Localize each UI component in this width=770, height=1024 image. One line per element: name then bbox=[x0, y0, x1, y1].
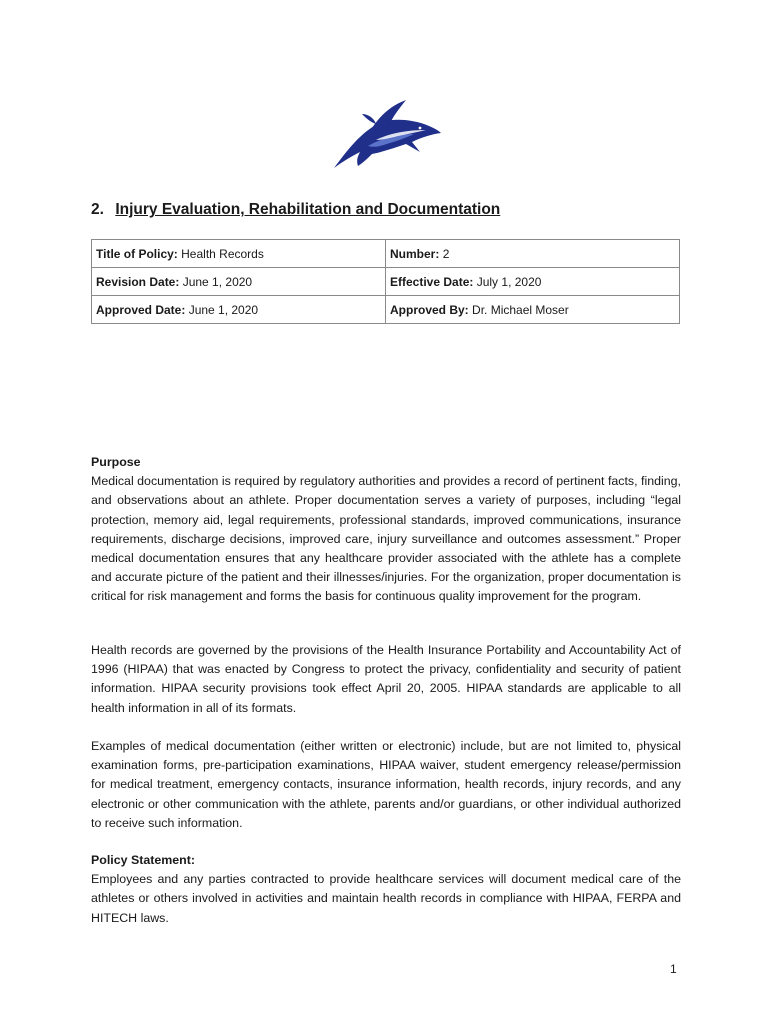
purpose-paragraph-1 bbox=[91, 453, 681, 607]
purpose-paragraph-2: Health records are governed by the provisions of the Health Insurance Portability and Accountability Act of 1996 (HIPAA) that was enacted by Congress to protect the privacy, confidentiality and security of patient information. HIPAA security provisions took effect April 20, 2005. HIPAA standards are applicable to all health information in all of its formats. bbox=[91, 643, 681, 715]
approved-date-cell bbox=[92, 296, 386, 324]
approved-by-cell bbox=[386, 296, 680, 324]
table-row bbox=[92, 268, 680, 296]
purpose-paragraph-3: Examples of medical documentation (either written or electronic) include, but are not limited to, physical examination forms, pre-participation examinations, HIPAA waiver, student emergency release/permission for medical treatment, emergency contacts, insurance information, health records, injury records, and any electronic or other communication with the athlete, parents and/or guardians, or other individual authorized to receive such information. bbox=[91, 739, 681, 830]
approved-by-value: Dr. Michael Moser bbox=[472, 302, 569, 317]
policy-statement-paragraph bbox=[91, 851, 681, 928]
table-row bbox=[92, 240, 680, 268]
approved-by-label: Approved By: bbox=[390, 302, 469, 317]
shark-eye bbox=[419, 127, 422, 130]
effective-date-label: Effective Date: bbox=[390, 274, 474, 289]
revision-date-value: June 1, 2020 bbox=[182, 274, 253, 289]
approved-date-label: Approved Date: bbox=[96, 302, 186, 317]
shark-logo-icon bbox=[328, 100, 442, 170]
shark-body bbox=[334, 120, 441, 168]
title-of-policy-label: Title of Policy: bbox=[96, 246, 178, 261]
table-row bbox=[92, 296, 680, 324]
policy-info-table bbox=[91, 239, 680, 324]
policy-statement-text: Employees and any parties contracted to provide healthcare services will document medical care of the athletes or others involved in activities and maintain health records in compliance with HIPAA, FERPA and HITECH laws. bbox=[91, 872, 681, 925]
title-of-policy-value: Health Records bbox=[181, 246, 264, 261]
section-number: 2. bbox=[91, 201, 104, 218]
purpose-heading: Purpose bbox=[91, 455, 141, 469]
section-heading bbox=[91, 201, 500, 219]
number-label: Number: bbox=[390, 246, 440, 261]
approved-date-value: June 1, 2020 bbox=[188, 302, 259, 317]
purpose-text-1: Medical documentation is required by regulatory authorities and provides a record of pertinent facts, finding, and observations about an athlete. Proper documentation serves a variety of purposes, including “legal protection, memory aid, legal requirements, professional standards, improved communications, insurance requirements, discharge decisions, improved care, injury surveillance and outcomes assessment.” Proper medical documentation ensures that any healthcare provider associated with the athlete has a complete and accurate picture of the patient and their illnesses/injuries. For the organization, proper documentation is critical for risk management and forms the basis for continuous quality improvement for the program. bbox=[91, 474, 681, 604]
effective-date-value: July 1, 2020 bbox=[476, 274, 542, 289]
revision-date-label: Revision Date: bbox=[96, 274, 180, 289]
revision-date-cell bbox=[92, 268, 386, 296]
effective-date-cell bbox=[386, 268, 680, 296]
page-number: 1 bbox=[670, 962, 677, 976]
title-of-policy-cell bbox=[92, 240, 386, 268]
number-value: 2 bbox=[442, 246, 450, 261]
shark-top-fin bbox=[362, 114, 376, 124]
policy-statement-heading: Policy Statement: bbox=[91, 853, 195, 867]
section-title: Injury Evaluation, Rehabilitation and Documentation bbox=[115, 201, 501, 218]
number-cell bbox=[386, 240, 680, 268]
